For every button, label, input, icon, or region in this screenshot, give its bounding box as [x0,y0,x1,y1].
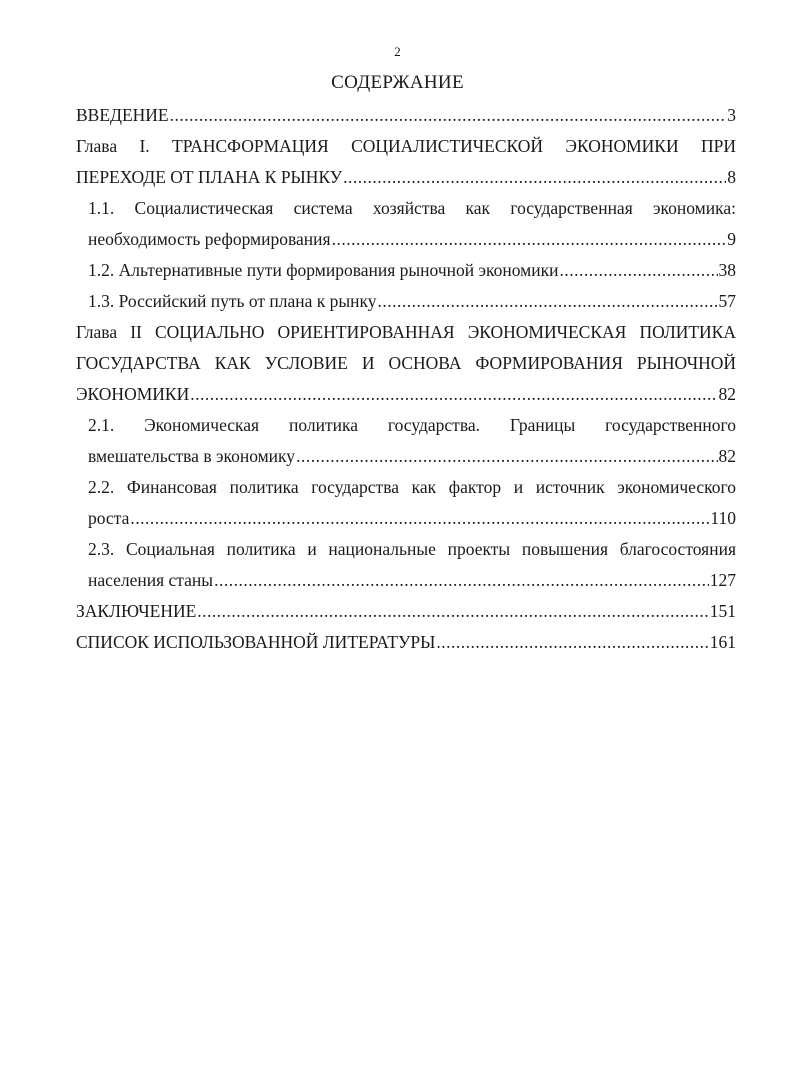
toc-entry-text-line: Глава II СОЦИАЛЬНО ОРИЕНТИРОВАННАЯ ЭКОНОМИЧЕСКАЯ ПОЛИТИКА [76,322,736,342]
toc-entry-title: ПЕРЕХОДЕ ОТ ПЛАНА К РЫНКУ [76,167,343,187]
toc-entry[interactable] [76,100,736,131]
toc-entry-page: 3 [727,105,736,125]
toc-entry-page: 9 [727,229,736,249]
page-number: 2 [394,44,401,59]
dot-leader [214,565,709,596]
toc-entry[interactable] [76,255,736,286]
dot-leader [343,162,726,193]
toc-entry-line [76,100,736,131]
toc-title: СОДЕРЖАНИЕ [331,72,464,93]
toc-entry-text-line: ГОСУДАРСТВА КАК УСЛОВИЕ И ОСНОВА ФОРМИРОВАНИЯ РЫНОЧНОЙ [76,353,736,373]
toc-entry-title: необходимость реформирования [88,229,331,249]
toc-entry[interactable] [76,472,736,534]
toc-entry-page: 161 [709,632,736,652]
dot-leader [190,379,717,410]
toc-entry-line [88,441,736,472]
toc-entry-title: 1.2. Альтернативные пути формирования рыночной экономики [88,260,559,280]
toc-entry-line [88,255,736,286]
toc-entry-title: СПИСОК ИСПОЛЬЗОВАННОЙ ЛИТЕРАТУРЫ [76,632,436,652]
toc-entry-line [88,224,736,255]
toc-entry-title: населения станы [88,570,214,590]
toc-entry-text-line: 2.3. Социальная политика и национальные проекты повышения благосостояния [88,539,736,559]
dot-leader [436,627,708,658]
toc-entry-title: 1.3. Российский путь от плана к рынку [88,291,377,311]
toc-entry-page: 127 [709,570,736,590]
dot-leader [170,100,727,131]
dot-leader [197,596,708,627]
toc-entry-page: 82 [718,446,736,466]
dot-leader [296,441,717,472]
toc-entry-title: ЗАКЛЮЧЕНИЕ [76,601,197,621]
toc-entry-text-line: Глава I. ТРАНСФОРМАЦИЯ СОЦИАЛИСТИЧЕСКОЙ ЭКОНОМИКИ ПРИ [76,136,736,156]
toc-entry-title: ЭКОНОМИКИ [76,384,190,404]
toc-entry-line [76,596,736,627]
toc-entry[interactable] [76,131,736,193]
toc-entry-page: 8 [727,167,736,187]
toc-entry-line [76,379,736,410]
dot-leader [130,503,709,534]
toc-entry[interactable] [76,286,736,317]
toc-entry[interactable] [76,596,736,627]
toc-entry-title: роста [88,508,130,528]
toc-entry-title: ВВЕДЕНИЕ [76,105,169,125]
toc-entry-text-line: 2.2. Финансовая политика государства как фактор и источник экономического [88,477,736,497]
toc-entry-page: 82 [718,384,736,404]
toc-entry[interactable] [76,627,736,658]
toc-entry-text-line: 2.1. Экономическая политика государства. Границы государственного [88,415,736,435]
toc-entry-title: вмешательства в экономику [88,446,296,466]
toc-entry-page: 38 [718,260,736,280]
toc-entry-page: 110 [710,508,736,528]
toc-entry-text-line: 1.1. Социалистическая система хозяйства как государственная экономика: [88,198,736,218]
table-of-contents [76,100,736,658]
toc-entry-line [88,286,736,317]
toc-entry-line [88,503,736,534]
toc-entry-line [76,162,736,193]
toc-entry-page: 57 [718,291,736,311]
toc-entry[interactable] [76,410,736,472]
toc-entry[interactable] [76,317,736,410]
toc-entry-line [88,565,736,596]
toc-entry-page: 151 [709,601,736,621]
toc-entry-line [76,627,736,658]
toc-entry[interactable] [76,534,736,596]
toc-entry[interactable] [76,193,736,255]
dot-leader [332,224,727,255]
dot-leader [559,255,717,286]
dot-leader [378,286,718,317]
